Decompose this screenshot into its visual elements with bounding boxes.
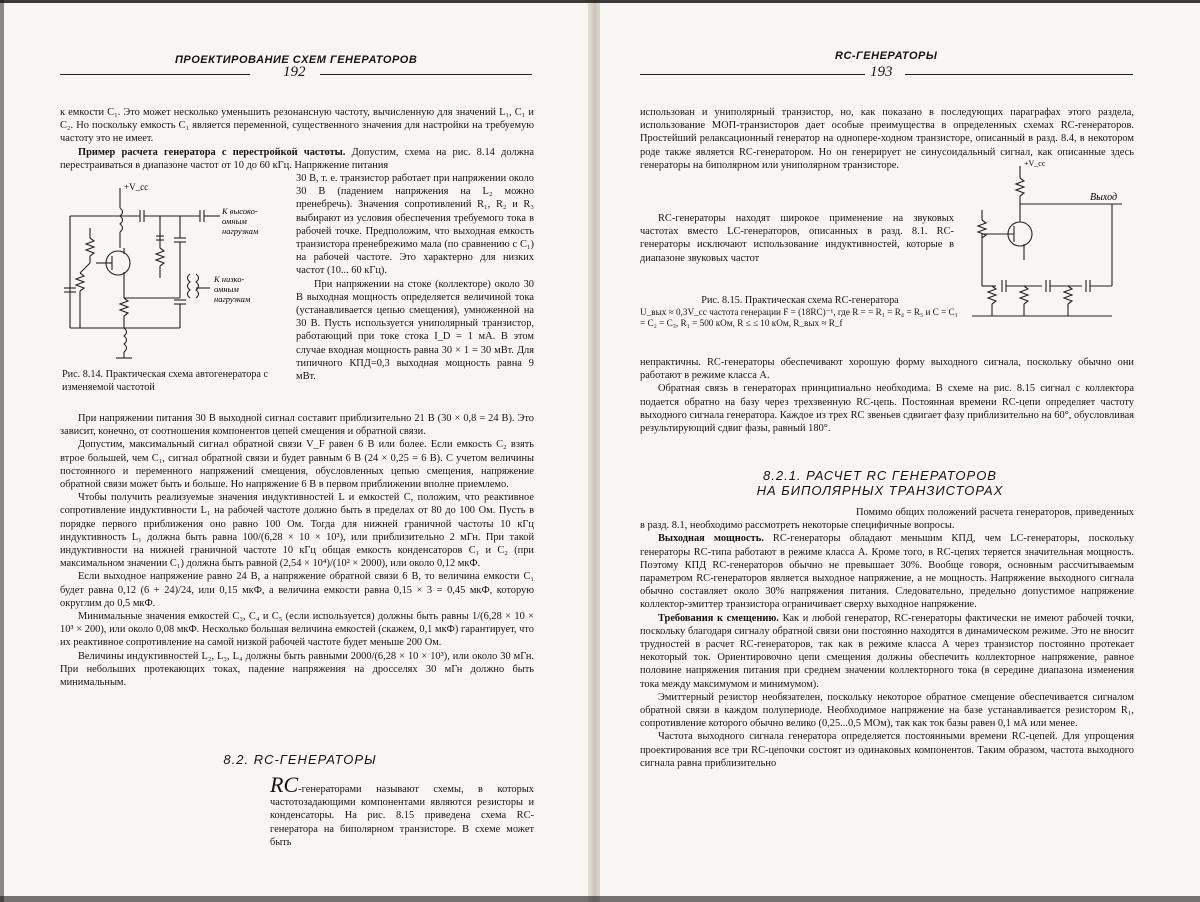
power-title: Выходная мощность.	[658, 533, 764, 545]
para4-right: Обратная связь в генераторах принципиально необходима. В схеме на рис. 8.15 сигнал с коллектора подается обратно на базу через трехзвенную RC-цепь. Постоянная времени RC-цепи определяет частоту выходного сигнала генератора. Каждое из трех RC звеньев сдвигает фазу приблизительно на 60°, обусловливая результирующий сдвиг фазы, равный 180°.	[640, 383, 1134, 435]
body-left-p5: Минимальные значения емкостей C₃, C₄ и C₅ (если используется) должны быть равны 1/(6,28 × 10 × 10³ × 200), или около 0,08 мкФ. Несколько большая величина емкостей (скажем, 0,1 мкФ) гарантирует, что их реактивное сопротивление на самой низкой рабочей частоте будет меньше 200 Ом.	[60, 611, 534, 649]
body-left	[60, 412, 534, 689]
bias-text: Как и любой генератор, RC-генераторы фактически не имеют рабочей точки, поскольку благодаря сигналу обратной связи они постоянно находятся в динамическом режиме. Это не вносит трудностей в расчет RC-генераторов, так как в режиме класса А через транзистор постоянно протекает некоторый ток. Ориентировочно цепи смещения должны обеспечить коллекторное напряжение, равное половине напряжения питания при среднем значении коллекторного тока (в середине диапазона изменения тока между максимумом и минимумом).	[640, 612, 1134, 690]
body-left-p4: Если выходное напряжение равно 24 В, а напряжение обратной связи 6 В, то величина емкости C₁ будет равна 0,12 (6 + 24)/24, или 0,15 мкФ, а величина емкости равна 0,15 × 3 = 0,45 мкФ, которую округлим до 0,5 мкФ.	[60, 571, 534, 609]
section-lead-rc: RC	[270, 772, 299, 797]
paragraph-top-left	[60, 106, 534, 172]
side-text-1: 30 В, т. е. транзистор работает при напряжении около 30 В (падением напряжения на L₂ можно пренебречь). Значения сопротивлений R₁, R₂ и R₃ выбирают из условия обеспечения требуемого тока в рабочей точке. Предположим, что выходная емкость транзистора пренебрежимо мала (по сравнению с C₁) на рабочей частоте. Это характерно для низких частот (10... 60 кГц).	[296, 173, 534, 277]
vcc-label-815: +V_cc	[1024, 160, 1046, 168]
body-left-p1: При напряжении питания 30 В выходной сигнал составит приблизительно 21 В (30 × 0,8 = 24 В). Это зависит, конечно, от соотношения компонентов цепей смещения и обратной связи.	[60, 413, 534, 438]
fig-815-caption-title: Рис. 8.15. Практическая схема RC-генератора	[701, 295, 899, 306]
bias-title: Требования к смещению.	[658, 612, 779, 624]
figure-8-14-schematic	[60, 178, 292, 364]
para-top-left: к емкости C₁. Это может несколько уменьшить резонансную частоту, вычисленную для значений L₁, C₁ и C₂. Но поскольку емкость C₁ является переменной, существенного значения для настройки на требуемую частоту это не имеет.	[60, 107, 534, 145]
body-left-p2: Допустим, максимальный сигнал обратной связи V_F равен 6 В или более. Если емкость C₂ взять втрое большей, чем C₁, сигнал обратной связи и будет равным 6 В (24 × 0,25 = 6 В). С учетом величины постоянного и переменного напряжений смещения, обусловленных цепью смещения, напряжение обратной связи может быть и больше. Но напряжение 6 В в первом приближении вполне приемлемо.	[60, 439, 534, 491]
scan-edge-bottom	[0, 896, 1200, 902]
figure-8-15-schematic	[962, 160, 1134, 322]
power-text: RC-генераторы обладают меньшим КПД, чем LC-генераторы, поскольку генераторы RC-типа работают в режиме класса А. Кроме того, в RC-цепях теряется значительная мощность. Поэтому КПД RC-генераторов обычно не превышает 30%. Вообще говоря, основным рассчитываемым параметром RC-генераторов является выходное напряжение, а не мощность. Напряжение выходного сигнала обычно составляет около 30% напряжения питания. Следовательно, предельно допустимое напряжение коллектор-эмиттер транзистора ограничивает сверху выходное напряжение.	[640, 533, 1134, 611]
page-number-right: 193	[870, 64, 893, 80]
section-title-8-2-1-line2: НА БИПОЛЯРНЫХ ТРАНЗИСТОРАХ	[756, 483, 1004, 498]
para-top-right: использован и униполярный транзистор, но, как показано в последующих параграфах этого раздела, использование МОП-транзисторов дает особые преимущества в определенных схемах RC-генераторов. Простейший релаксационный генератор на одноперe-ходном транзисторе, описанный в разд. 8.4, в некотором роде также является RC-генератором. Но он генерирует не синусоидальный сигнал, как описанные здесь генераторы на биполярном или униполярном транзисторе.	[640, 107, 1134, 171]
header-rule-right-a	[640, 74, 865, 75]
figure-side-text	[296, 172, 534, 383]
section-title-8-2-1-line1: 8.2.1. РАСЧЕТ RC ГЕНЕРАТОРОВ	[763, 468, 997, 483]
page-number-left: 192	[283, 64, 306, 80]
left-page	[0, 0, 590, 902]
intro-right: Помимо общих положений расчета генераторов, приведенных в разд. 8.1, необходимо рассмотреть некоторые специфичные вопросы.	[640, 507, 1134, 532]
section-text-left: -генераторами называют схемы, в которых частотозадающими компонентами являются резисторы и конденсаторы. На рис. 8.15 приведена схема RC-генератора на биполярном транзисторе. В схеме может быть	[270, 784, 534, 848]
scan-edge-top	[0, 0, 1200, 3]
figure-8-14-caption: Рис. 8.14. Практическая схема автогенератора с изменяемой частотой	[62, 369, 268, 393]
para3-right: непрактичны. RC-генераторы обеспечивают хорошую форму выходного сигнала, поскольку обычно они работают в режиме класса А.	[640, 357, 1134, 382]
header-rule-right-b	[905, 74, 1133, 75]
running-header-left: ПРОЕКТИРОВАНИЕ СХЕМ ГЕНЕРАТОРОВ	[175, 54, 418, 66]
vcc-label-814: +V_cc	[124, 182, 149, 192]
fig-815-caption-formula: U_вых ≈ 0,3V_cc частота генерации F = (18RC)⁻¹, где R = = R₁ = R₄ = R₅ и C = C₁ = C₂ = C₃, R₁ = 500 кОм, R ≤ ≤ 10 кОм, R_вых ≈ R_f	[640, 307, 958, 328]
output-label-815: Выход	[1090, 192, 1117, 203]
example-title: Пример расчета генератора с перестройкой частоты.	[78, 146, 346, 158]
header-rule-left-a	[60, 74, 250, 75]
section-intro-left	[60, 772, 534, 849]
figure-8-15-caption	[640, 294, 960, 329]
body-right-b	[640, 506, 1134, 770]
right-page	[600, 0, 1200, 902]
svg-text:К низко-омнымнагрузкам: К низко-омным нагрузкам	[214, 274, 251, 304]
paragraph-2-right	[640, 212, 954, 265]
running-header-right: RC-ГЕНЕРАТОРЫ	[835, 50, 938, 62]
section-title-8-2-1	[730, 468, 1030, 498]
scan-edge-left	[0, 0, 4, 902]
para2-right: RC-генераторы находят широкое применение на звуковых частотах вместо LC-генераторов, описанных в разд. 8.1. RC-генераторы исключают использование индуктивностей, которые в диапазоне звуковых частот	[640, 213, 954, 264]
section-title-8-2: 8.2. RC-ГЕНЕРАТОРЫ	[223, 752, 377, 767]
body-left-p6: Величины индуктивностей L₂, L₃, L₄ должны быть равными 2000/(6,28 × 10 × 10³), или около 30 мГн. При небольших протекающих токах, падение напряжения на дросселях 30 мГн должно быть минимальным.	[60, 650, 534, 689]
svg-text:К высоко-омнымнагрузкам: К высоко-омным нагрузкам	[222, 206, 259, 236]
body-left-p3: Чтобы получить реализуемые значения индуктивностей L и емкостей C, положим, что реактивное сопротивление индуктивности L₁ на рабочей частоте должно быть в пределах от 80 до 100 Ом. Пусть в порядке первого приближения оно равно 100 Ом. Тогда для нижней граничной частоты 10 кГц индуктивность L₁ должна быть равна 100/(6,28 × 10 × 10³), или приблизительно 2 мГн. При такой индуктивности на нижней граничной частоте 10 кГц общая емкость конденсаторов C₁ и C₂ (при максимальном значении C₁) должна быть равной (2,54 × 10⁴)/(10² × 2000), или около 0,12 мкФ.	[60, 492, 534, 570]
freq-text: Частота выходного сигнала генератора определяется постоянными времени RC-цепей. Для упрощения проектирования все три RC-цепочки состоят из одинаковых компонентов. Таким образом, частота выходного сигнала равна приблизительно	[640, 731, 1134, 769]
emitter-text: Эмиттерный резистор необязателен, поскольку некоторое обратное смещение обеспечивается сигналом обратной связи в каждом полупериоде. Необходимое напряжение на базе устанавливается резистором R₁, сопротивление которого обычно велико (0,25...0,5 МОм), так как ток базы равен 0,1 мА или менее.	[640, 691, 1134, 730]
body-right-a	[640, 356, 1134, 435]
side-text-2: При напряжении на стоке (коллекторе) около 30 В выходная мощность определяется величиной тока (устанавливается цепью смещения), умноженной на 30 В. Пусть используется униполярный транзистор, работающий при токе стока I_D = 1 мА. В этом случае входная мощность равна 30 × 1 = 30 мВт. Для типичного КПД=0,3 выходная мощность равна 9 мВт.	[296, 278, 534, 383]
header-rule-left-b	[320, 74, 532, 75]
example-text: Допустим, схема на рис. 8.14 должна перестраиваться в диапазоне частот от 10 до 60 кГц. Напряжение питания	[60, 146, 534, 171]
